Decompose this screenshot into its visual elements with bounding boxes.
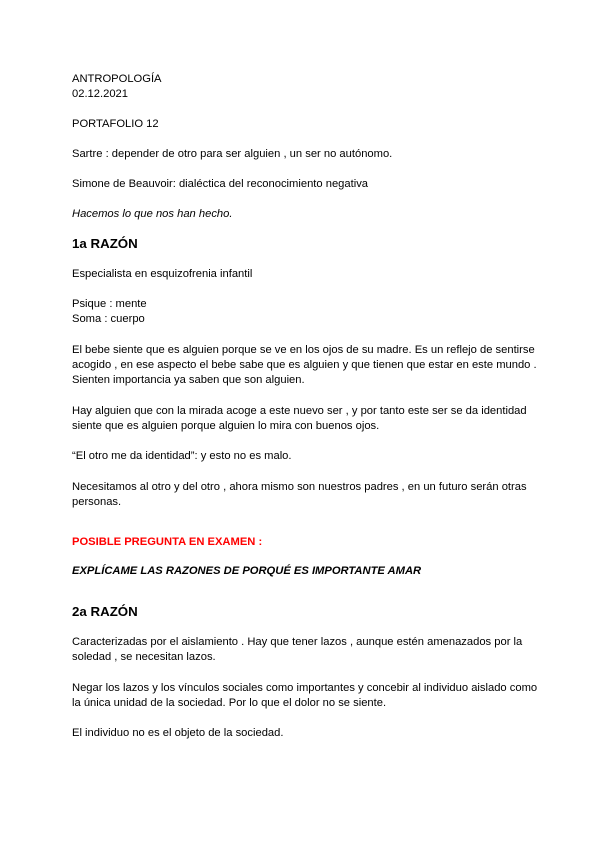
reason1-paragraph-3: “El otro me da identidad”: y esto no es malo. [72, 450, 292, 463]
reason1-paragraph-2: Hay alguien que con la mirada acoge a este nuevo ser , y por tanto este ser se da identidad siente que es alguien porque alguien lo mira con buenos ojos. [72, 404, 527, 432]
reason1-paragraph-1b: Sienten importancia ya saben que son alguien. [72, 374, 305, 387]
reason1-paragraph-4: Necesitamos al otro y del otro , ahora mismo son nuestros padres , en un futuro serán otras personas. [72, 480, 527, 508]
subject-title: ANTROPOLOGÍA [72, 73, 162, 85]
sartre-quote: Sartre : depender de otro para ser alguien , un ser no autónomo. [72, 148, 393, 160]
document-page [72, 72, 542, 742]
specialist-text: Especialista en esquizofrenia infantil [72, 267, 253, 280]
exam-question: EXPLÍCAME LAS RAZONES DE PORQUÉ ES IMPORTANTE AMAR [72, 565, 422, 578]
reason2-paragraph-3: El individuo no es el objeto de la sociedad. [72, 727, 284, 740]
document-date: 02.12.2021 [72, 88, 128, 100]
exam-question-label: POSIBLE PREGUNTA EN EXAMEN : [72, 536, 263, 549]
reason2-paragraph-1: Caracterizadas por el aislamiento . Hay que tener lazos , aunque estén amenazados por la soledad , se necesitan lazos. [72, 636, 523, 664]
soma-definition: Soma : cuerpo [72, 313, 145, 326]
psique-definition: Psique : mente [72, 298, 147, 311]
reason1-paragraph-1: El bebe siente que es alguien porque se ve en los ojos de su madre. Es un reflejo de sentirse acogido , en ese aspecto el bebe sabe que es alguien y que tienen que estar en este mundo . [72, 343, 537, 372]
hacemos-quote: Hacemos lo que nos han hecho. [72, 207, 233, 220]
portfolio-label: PORTAFOLIO 12 [72, 118, 159, 130]
beauvoir-quote: Simone de Beauvoir: dialéctica del reconocimiento negativa [72, 178, 369, 191]
reason2-heading: 2a RAZÓN [72, 604, 138, 620]
reason2-paragraph-2: Negar los lazos y los vínculos sociales como importantes y concebir al individuo aislado como la única unidad de la sociedad. Por lo que el dolor no se siente. [72, 681, 538, 710]
reason1-heading: 1a RAZÓN [72, 235, 138, 251]
